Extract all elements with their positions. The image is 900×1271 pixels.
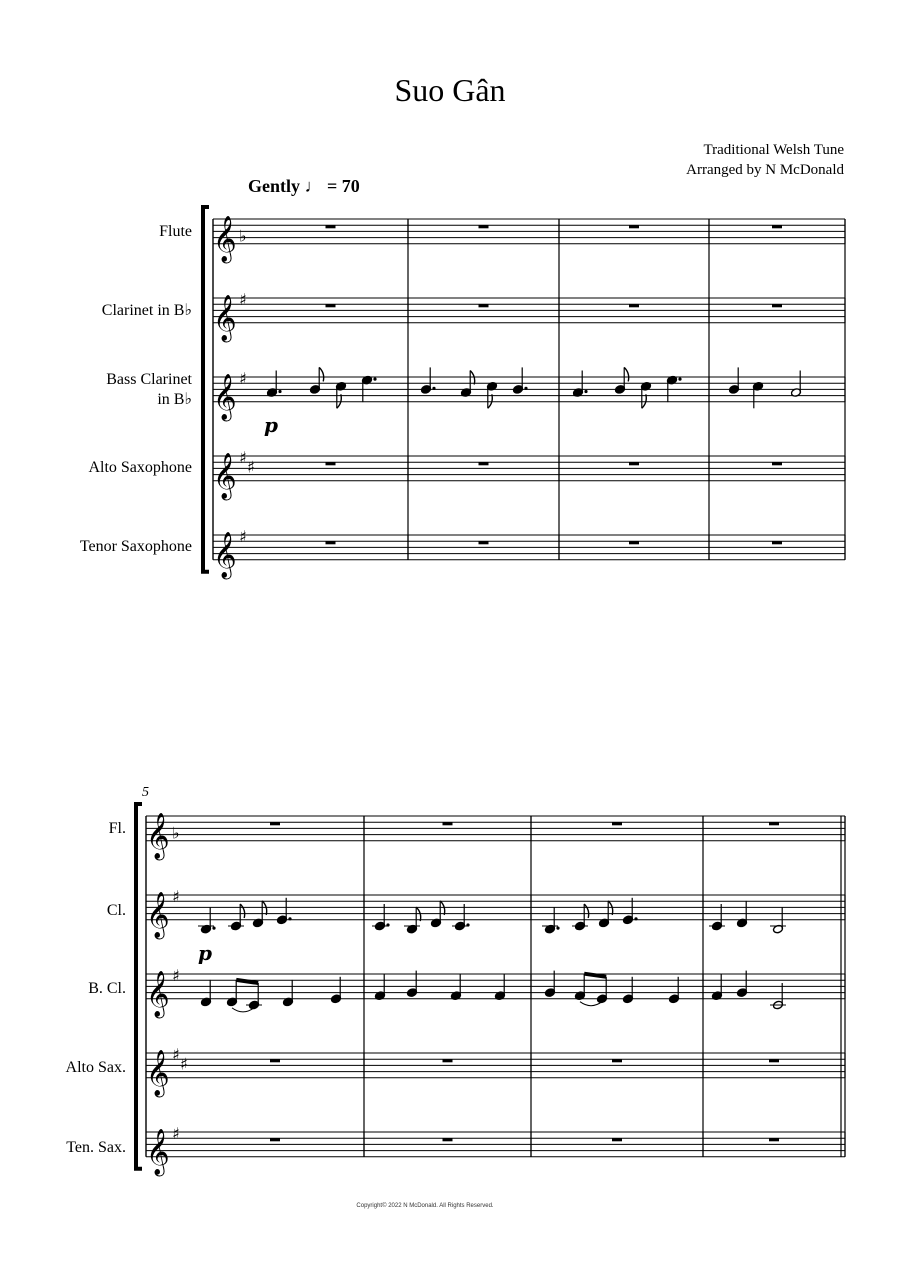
treble-clef-icon: 𝄞 — [146, 1050, 170, 1096]
whole-rest-icon — [479, 225, 489, 228]
whole-rest-icon — [629, 541, 639, 544]
instrument-label-bass-clarinet: Bass Clarinet in B♭ — [106, 371, 192, 408]
augmentation-dot — [584, 390, 587, 393]
dynamic-marking: p — [198, 940, 212, 965]
whole-rest-icon — [772, 304, 782, 307]
sharp-key-signature-icon: ♯ — [180, 1054, 188, 1074]
instrument-label-clarinet-short: Cl. — [106, 902, 126, 919]
note-flag — [240, 904, 245, 918]
sharp-key-signature-icon: ♯ — [172, 966, 180, 985]
augmentation-dot — [556, 927, 559, 930]
whole-rest-icon — [443, 1059, 453, 1062]
whole-rest-icon — [479, 541, 489, 544]
instrument-label-bass-clarinet-short: B. Cl. — [88, 980, 126, 997]
augmentation-dot — [212, 927, 215, 930]
whole-rest-icon — [772, 225, 782, 228]
copyright-notice: Copyright© 2022 N McDonald. All Rights Reserved. — [356, 1203, 494, 1209]
whole-rest-icon — [772, 541, 782, 544]
flat-key-signature-icon: ♭ — [172, 823, 180, 843]
note-flag — [319, 367, 324, 381]
whole-rest-icon — [612, 822, 622, 825]
whole-rest-icon — [629, 225, 639, 228]
whole-rest-icon — [443, 1138, 453, 1141]
sharp-key-signature-icon: ♯ — [247, 457, 255, 477]
whole-rest-icon — [270, 822, 280, 825]
score-title: Suo Gân — [394, 72, 506, 108]
sharp-key-signature-icon: ♯ — [172, 1124, 180, 1143]
whole-rest-icon — [769, 1059, 779, 1062]
sharp-key-signature-icon: ♯ — [172, 1045, 180, 1064]
treble-clef-icon: 𝄞 — [146, 1129, 170, 1175]
system-bracket — [203, 207, 209, 572]
whole-rest-icon — [270, 1138, 280, 1141]
sharp-key-signature-icon: ♯ — [172, 887, 180, 906]
treble-clef-icon: 𝄞 — [213, 374, 237, 420]
whole-rest-icon — [443, 822, 453, 825]
sharp-key-signature-icon: ♯ — [239, 448, 247, 467]
instrument-label-clarinet: Clarinet in B♭ — [101, 302, 192, 319]
augmentation-dot — [373, 378, 376, 381]
instrument-label-flute: Flute — [159, 223, 192, 240]
augmentation-dot — [678, 378, 681, 381]
sharp-key-signature-icon: ♯ — [239, 290, 247, 309]
whole-rest-icon — [772, 462, 782, 465]
augmentation-dot — [634, 917, 637, 920]
instrument-label-flute-short: Fl. — [108, 820, 126, 837]
sharp-key-signature-icon: ♯ — [239, 527, 247, 546]
system-bracket — [136, 804, 142, 1169]
augmentation-dot — [288, 917, 291, 920]
note-flag — [584, 904, 589, 918]
whole-rest-icon — [769, 822, 779, 825]
whole-rest-icon — [769, 1138, 779, 1141]
sharp-key-signature-icon: ♯ — [239, 369, 247, 388]
whole-rest-icon — [479, 462, 489, 465]
note-flag — [624, 367, 629, 381]
whole-rest-icon — [612, 1059, 622, 1062]
flat-key-signature-icon: ♭ — [239, 226, 247, 246]
quarter-note-icon: ♩ — [304, 176, 323, 196]
dynamic-marking: p — [264, 412, 278, 437]
treble-clef-icon: 𝄞 — [213, 453, 237, 499]
measure-number: 5 — [142, 785, 149, 800]
arranger-credit: Arranged by N McDonald — [686, 162, 844, 178]
whole-rest-icon — [326, 304, 336, 307]
instrument-label-tenor-sax-short: Ten. Sax. — [66, 1139, 126, 1156]
whole-rest-icon — [326, 462, 336, 465]
whole-rest-icon — [629, 304, 639, 307]
whole-rest-icon — [612, 1138, 622, 1141]
treble-clef-icon: 𝄞 — [213, 216, 237, 262]
augmentation-dot — [432, 387, 435, 390]
treble-clef-icon: 𝄞 — [146, 892, 170, 938]
whole-rest-icon — [479, 304, 489, 307]
treble-clef-icon: 𝄞 — [146, 971, 170, 1017]
tempo-bpm: = 70 — [327, 176, 360, 196]
instrument-label-alto-sax-short: Alto Sax. — [65, 1059, 126, 1076]
instrument-label-tenor-sax: Tenor Saxophone — [79, 538, 192, 555]
treble-clef-icon: 𝄞 — [213, 532, 237, 578]
treble-clef-icon: 𝄞 — [146, 813, 170, 859]
instrument-label-alto-sax: Alto Saxophone — [88, 459, 192, 476]
composer-credit: Traditional Welsh Tune — [703, 142, 844, 158]
tempo-word: Gently — [248, 176, 300, 196]
whole-rest-icon — [326, 541, 336, 544]
augmentation-dot — [524, 387, 527, 390]
augmentation-dot — [278, 390, 281, 393]
whole-rest-icon — [270, 1059, 280, 1062]
whole-rest-icon — [326, 225, 336, 228]
whole-rest-icon — [629, 462, 639, 465]
treble-clef-icon: 𝄞 — [213, 295, 237, 341]
